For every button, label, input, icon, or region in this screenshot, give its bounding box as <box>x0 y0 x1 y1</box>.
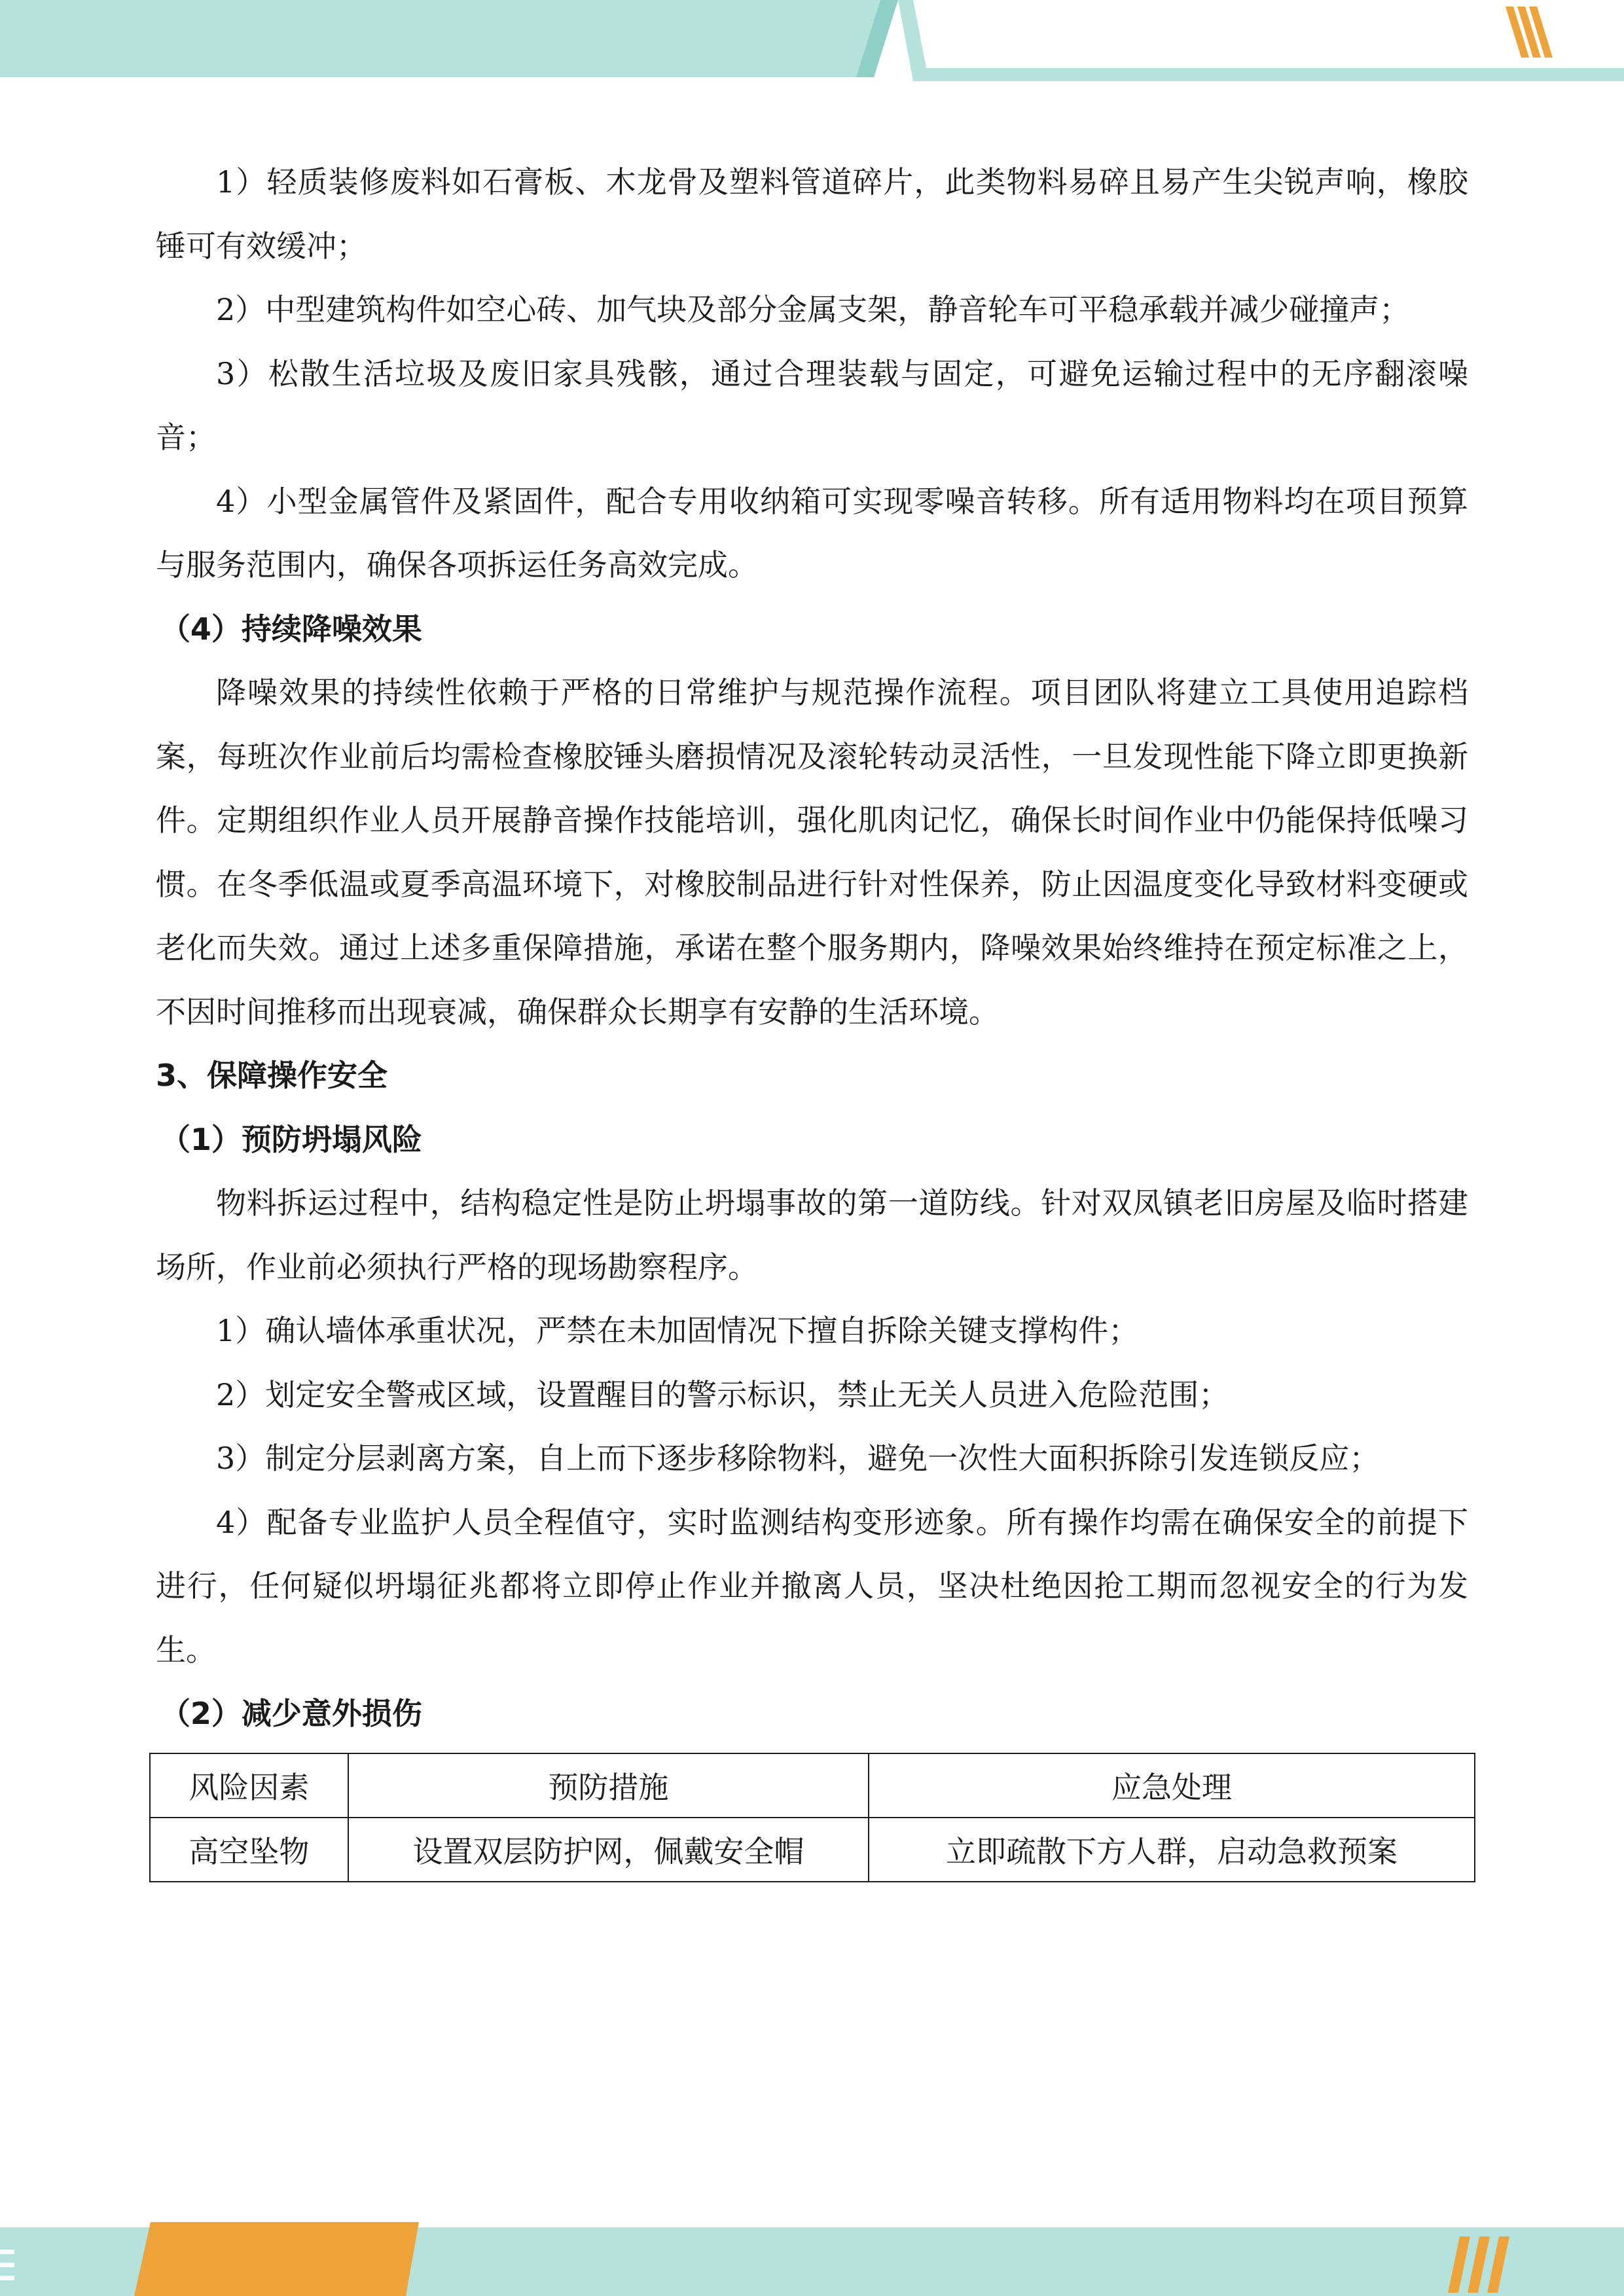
section-heading: 3、保障操作安全 <box>156 1058 388 1093</box>
paragraph: 3）松散生活垃圾及废旧家具残骸，通过合理装载与固定，可避免运输过程中的无序翻滚噪音； <box>156 355 1468 455</box>
table-cell: 立即疏散下方人群，启动急救预案 <box>869 1818 1475 1882</box>
table-cell: 设置双层防护网，佩戴安全帽 <box>348 1818 869 1882</box>
paragraph: 2）中型建筑构件如空心砖、加气块及部分金属支架，静音轮车可平稳承载并减少碰撞声； <box>216 292 1410 327</box>
table-header-row <box>150 1753 1475 1818</box>
risk-table <box>149 1753 1475 1882</box>
paragraph: 4）小型金属管件及紧固件，配合专用收纳箱可实现零噪音转移。所有适用物料均在项目预算与服务范围内，确保各项拆运任务高效完成。 <box>156 483 1468 583</box>
table-header-cell: 风险因素 <box>150 1753 348 1818</box>
subsection-heading: （1）预防坍塌风险 <box>160 1121 422 1157</box>
table-header-cell: 预防措施 <box>348 1753 869 1818</box>
paragraph: 1）轻质装修废料如石膏板、木龙骨及塑料管道碎片，此类物料易碎且易产生尖锐声响，橡胶锤可有效缓冲； <box>156 164 1468 264</box>
paragraph: 1）确认墙体承重状况，严禁在未加固情况下擅自拆除关键支撑构件； <box>216 1313 1139 1348</box>
paragraph: 3）制定分层剥离方案，自上而下逐步移除物料，避免一次性大面积拆除引发连锁反应； <box>216 1441 1380 1476</box>
subsection-heading: （4）持续降噪效果 <box>160 611 422 647</box>
header-stripes-icon <box>1506 7 1553 58</box>
table-header-cell: 应急处理 <box>869 1753 1475 1818</box>
footer-decoration <box>0 2222 1624 2296</box>
paragraph: 物料拆运过程中，结构稳定性是防止坍塌事故的第一道防线。针对双凤镇老旧房屋及临时搭建场所，作业前必须执行严格的现场勘察程序。 <box>156 1185 1468 1285</box>
header-decoration <box>0 0 1624 85</box>
table-cell: 高空坠物 <box>150 1818 348 1882</box>
paragraph: 降噪效果的持续性依赖于严格的日常维护与规范操作流程。项目团队将建立工具使用追踪档案，每班次作业前后均需检查橡胶锤头磨损情况及滚轮转动灵活性，一旦发现性能下降立即更换新件。定期组织作业人员开展静音操作技能培训，强化肌肉记忆，确保长时间作业中仍能保持低噪习惯。在冬季低温或夏季高温环境下，对橡胶制品进行针对性保养，防止因温度变化导致材料变硬或老化而失效。通过上述多重保障措施，承诺在整个服务期内，降噪效果始终维持在预定标准之上，不因时间推移而出现衰减，确保群众长期享有安静的生活环境。 <box>156 675 1468 1030</box>
table-row <box>150 1818 1475 1882</box>
document-body <box>156 151 1468 1882</box>
paragraph: 4）配备专业监护人员全程值守，实时监测结构变形迹象。所有操作均需在确保安全的前提下进行，任何疑似坍塌征兆都将立即停止作业并撤离人员，坚决杜绝因抢工期而忽视安全的行为发生。 <box>156 1504 1468 1668</box>
paragraph: 2）划定安全警戒区域，设置醒目的警示标识，禁止无关人员进入危险范围； <box>216 1376 1229 1412</box>
subsection-heading: （2）减少意外损伤 <box>160 1696 422 1731</box>
